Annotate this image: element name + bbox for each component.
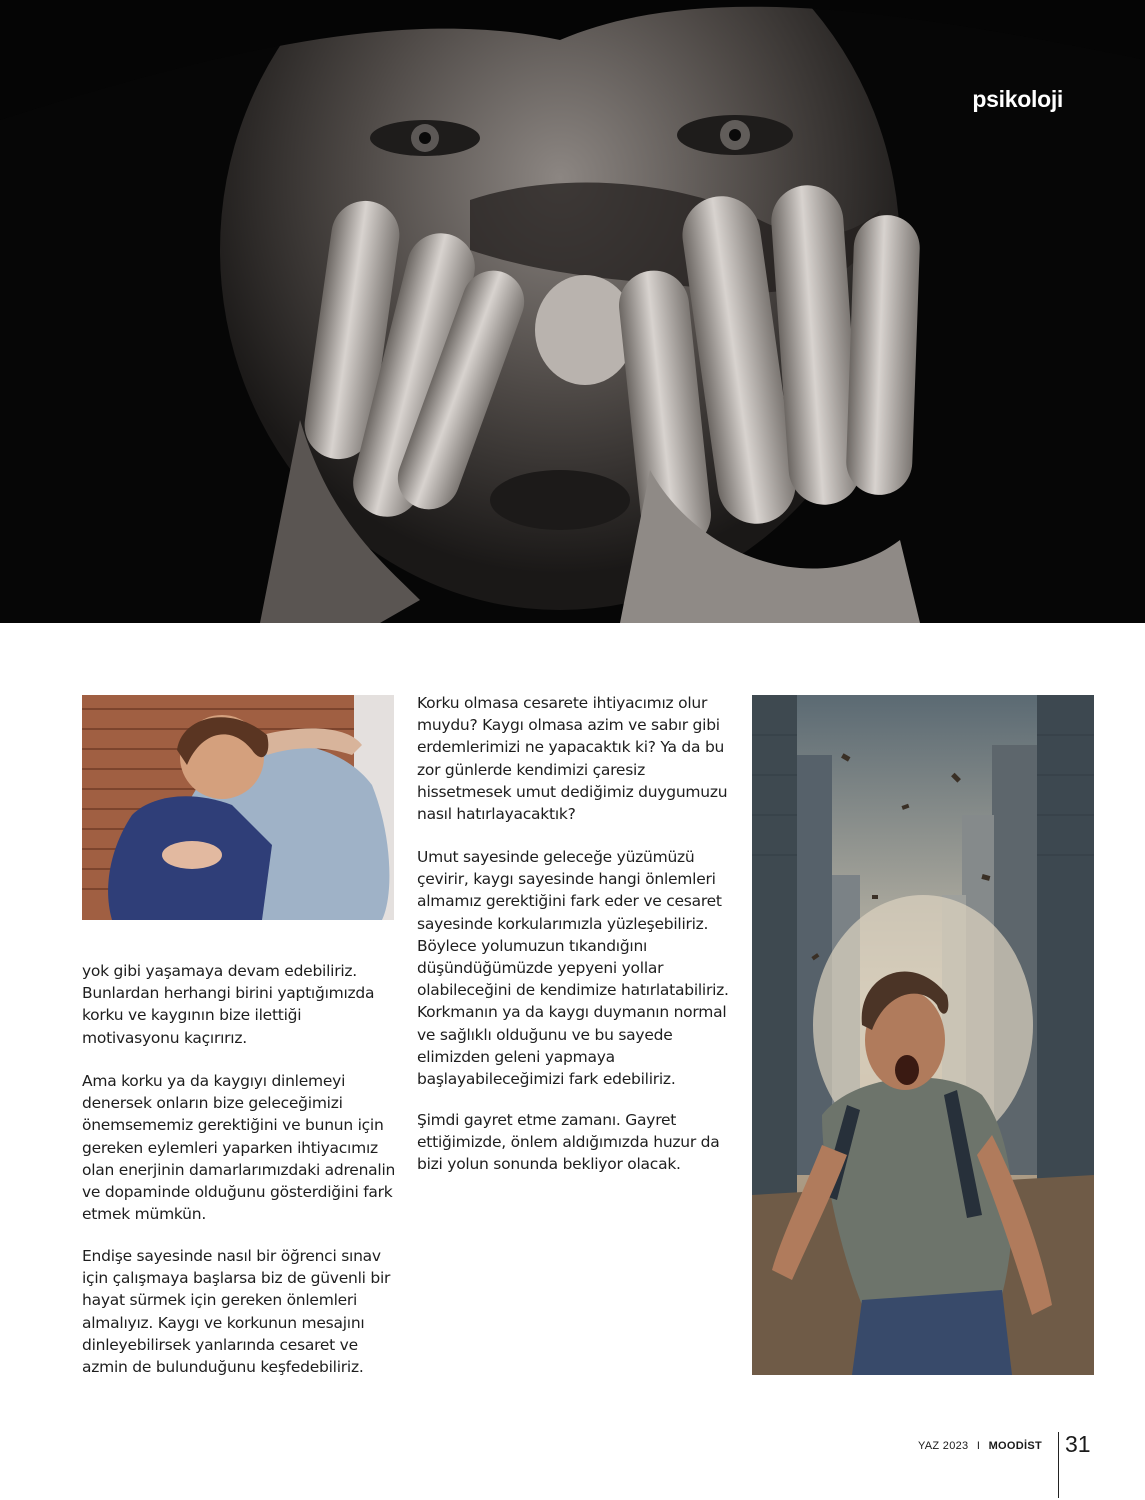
footer-magazine: MOODİST bbox=[988, 1440, 1042, 1452]
col2-paragraph-2: Umut sayesinde geleceğe yüzümüzü çevirir, kaygı sayesinde hangi önlemleri almamız gerektiğini fark eder ve cesaret sayesinde korkularımızla yüzleşebiliriz. Böylece yolumuzun tıkandığını düşündüğümüzde yepyeni yollar olabileceğini de kendimize hatırlatabiliriz. Korkmanın ya da kaygı duymanın normal ve sağlıklı olduğunu ve bu sayede elimizden geleni yapmaya başlayabileceğimizi fark edebiliriz. bbox=[417, 848, 729, 1089]
col1-paragraph-2: Ama korku ya da kaygıyı dinlemeyi denersek onların bize geleceğimizi önemsememiz gerektiğini ve bunun için gereken eylemleri yaparken ihtiyacımız olan enerjinin damarlarımızdaki adrenalin ve dopaminde olduğunu gösterdiğini fark etmek mümkün. bbox=[82, 1072, 396, 1224]
mother-child-photo bbox=[82, 695, 394, 920]
col1-paragraph-1: yok gibi yaşamaya devam edebiliriz. Bunlardan herhangi birini yaptığımızda korku ve kaygının bize ilettiği motivasyonu kaçırırız. bbox=[82, 962, 375, 1047]
col1-paragraph-3: Endişe sayesinde nasıl bir öğrenci sınav için çalışmaya başlarsa biz de güvenli bir hayat sürmek için gereken önlemleri almalıyız. Kaygı ve korkunun mesajını dinleyebilirsek yanlarında cesaret ve azmin de bulunduğunu keşfedebiliriz. bbox=[82, 1247, 391, 1377]
footer-meta bbox=[918, 1440, 1042, 1452]
footer-separator: I bbox=[976, 1440, 981, 1452]
footer-season: YAZ 2023 bbox=[917, 1440, 969, 1452]
col2-paragraph-1: Korku olmasa cesarete ihtiyacımız olur muydu? Kaygı olmasa azim ve sabır gibi erdemlerimizi ne yapacaktık ki? Ya da bu zor günlerde kendimizi çaresiz hissetmesek umut dediğimiz duygumuzu nasıl hatırlayacaktık? bbox=[417, 694, 728, 824]
footer-divider bbox=[1058, 1432, 1059, 1498]
col2-paragraph-3: Şimdi gayret etme zamanı. Gayret ettiğimizde, önlem aldığımızda huzur da bizi yolun sonunda bekliyor olacak. bbox=[417, 1111, 720, 1174]
page-number: 31 bbox=[1065, 1431, 1091, 1457]
section-label: psikoloji bbox=[972, 86, 1063, 112]
mother-child-illustration bbox=[82, 695, 394, 920]
running-man-photo bbox=[752, 695, 1094, 1375]
running-man-illustration bbox=[752, 695, 1094, 1375]
hero-photo bbox=[0, 0, 1145, 623]
